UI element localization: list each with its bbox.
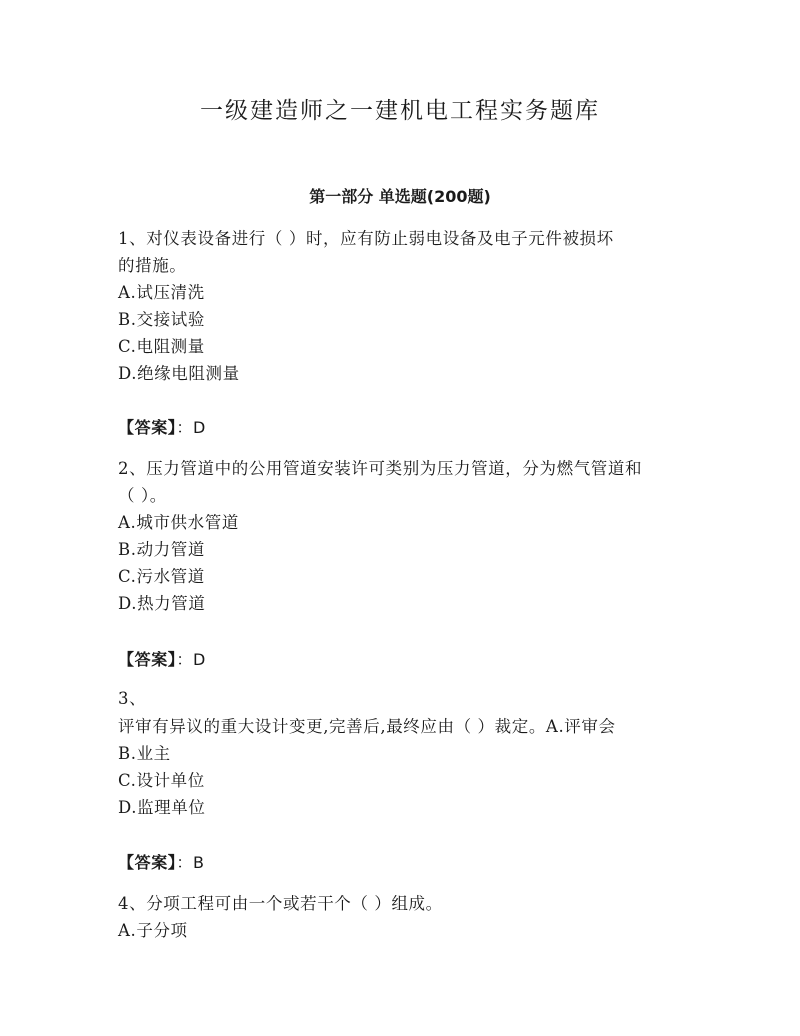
question-1-option-d: D.绝缘电阻测量	[118, 364, 240, 383]
section-heading: 第一部分 单选题(200题)	[309, 187, 491, 206]
question-3-answer	[118, 852, 205, 874]
answer-label: 【答案】	[118, 650, 177, 669]
answer-value: ：B	[176, 853, 205, 872]
question-3-stem-line-2: 评审有异议的重大设计变更,完善后,最终应由（ ）裁定。A.评审会	[118, 717, 616, 736]
question-2-answer	[118, 649, 206, 671]
question-2-option-a: A.城市供水管道	[118, 513, 239, 532]
answer-value: ：D	[176, 650, 206, 669]
question-1-option-b: B.交接试验	[118, 310, 205, 329]
question-2-stem-line-1: 2、压力管道中的公用管道安装许可类别为压力管道，分为燃气管道和	[118, 459, 643, 478]
question-2-stem-line-2: （ ）。	[118, 486, 167, 505]
question-3-option-d: D.监理单位	[118, 798, 206, 817]
answer-label: 【答案】	[118, 853, 177, 872]
question-2-option-d: D.热力管道	[118, 594, 206, 613]
question-4-stem-line-1: 4、分项工程可由一个或若干个（ ）组成。	[118, 894, 443, 913]
question-1-stem-line-2: 的措施。	[118, 256, 187, 275]
question-1-option-c: C.电阻测量	[118, 337, 205, 356]
answer-label: 【答案】	[118, 418, 177, 437]
question-3-stem-line-1: 3、	[118, 689, 147, 708]
question-2-option-b: B.动力管道	[118, 540, 205, 559]
question-2-option-c: C.污水管道	[118, 567, 205, 586]
question-3-option-b: B.业主	[118, 744, 171, 763]
question-1-answer	[118, 417, 206, 439]
question-1-option-a: A.试压清洗	[118, 283, 205, 302]
document-title: 一级建造师之一建机电工程实务题库	[200, 98, 600, 124]
answer-value: ：D	[176, 418, 206, 437]
question-4-option-a: A.子分项	[118, 921, 188, 940]
question-1-stem-line-1: 1、对仪表设备进行（ ）时，应有防止弱电设备及电子元件被损坏	[118, 229, 614, 248]
question-3-option-c: C.设计单位	[118, 771, 205, 790]
